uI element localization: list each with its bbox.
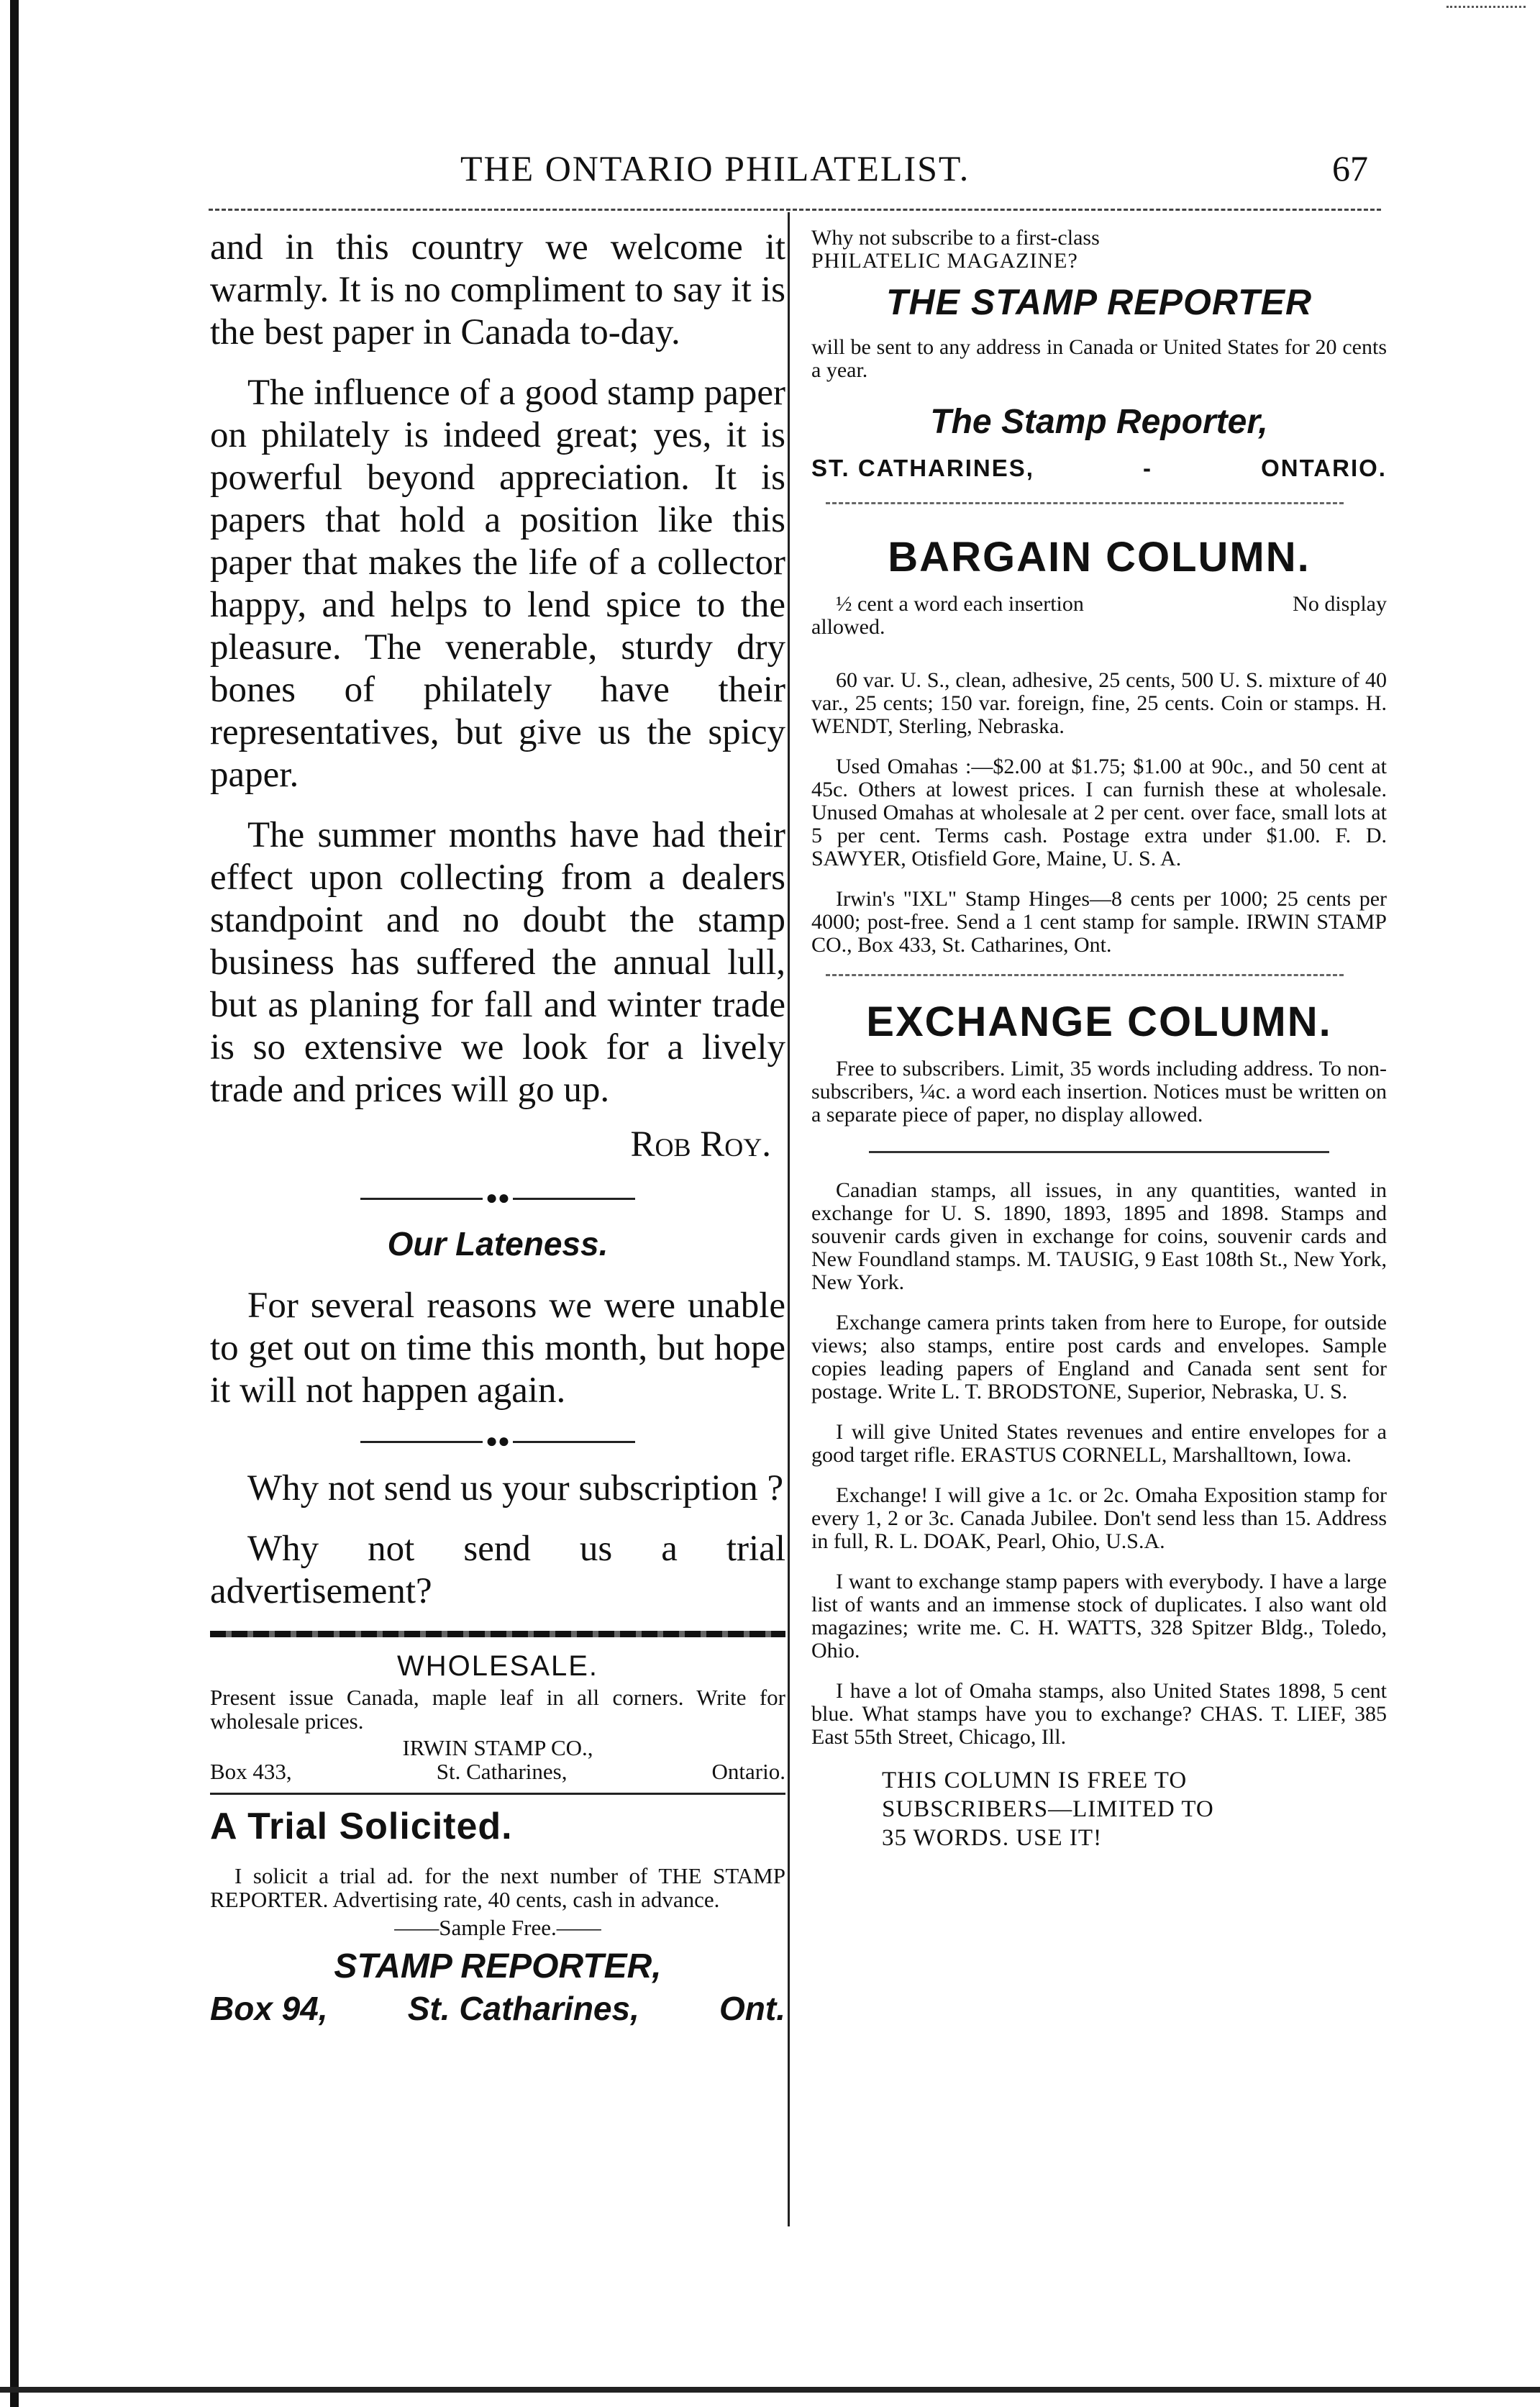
paragraph-influence: The influence of a good stamp paper on philately is indeed great; yes, it is powerful beyond appreciation. It is papers that hold a position like this paper that makes the life of a collector happy, and helps to lend spice to the pleasure. The venerable, sturdy dry bones of philately have their representatives, but give us the spicy paper. [210, 373, 785, 795]
ornament-icon: ●● [486, 1187, 510, 1209]
signature: Rob Roy. [630, 1124, 771, 1165]
page-bottom-edge [0, 2387, 1540, 2393]
trial-text: I solicit a trial ad. for the next number of THE STAMP REPORTER. Advertising rate, 40 cents, cash in advance. [210, 1863, 785, 1912]
wholesale-box: Box 433, [210, 1759, 292, 1784]
notice-line: THIS COLUMN IS FREE TO [882, 1767, 1188, 1793]
wholesale-city: St. Catharines, [436, 1759, 568, 1784]
running-title: THE ONTARIO PHILATELIST. [460, 148, 970, 188]
reporter-city: ST. CATHARINES, [811, 455, 1034, 481]
ornament-icon: ●● [486, 1430, 510, 1452]
exchange-ad: Canadian stamps, all issues, in any quantities, wanted in exchange for U. S. 1890, 1893, 1895 and 1898. Stamps and souvenir cards given in exchange for coins, souvenir cards and New Foundland stamps. M. TAUSIG, 9 East 108th St., New York, New York. [811, 1178, 1387, 1294]
bargain-intro-left: ½ cent a word each insertion [836, 592, 1084, 616]
lateness-text: For several reasons we were unable to get out on time this month, but hope it will not happen again. [210, 1286, 785, 1411]
paragraph-summer: The summer months have had their effect upon collecting from a dealers standpoint and no doubt the stamp business has suffered the annual lull, but as planing for fall and winter trade is so extensive we look for a lively trade and prices will go up. [210, 815, 785, 1110]
wholesale-address [210, 1760, 785, 1784]
trial-province: Ont. [719, 1990, 785, 2027]
bargain-ad: Irwin's "IXL" Stamp Hinges—8 cents per 1000; 25 cents per 4000; post-free. Send a 1 cent stamp for sample. IRWIN STAMP CO., Box 433, St. Catharines, Ont. [811, 887, 1387, 957]
wholesale-province: Ontario. [711, 1759, 785, 1784]
wholesale-title: WHOLESALE. [396, 1650, 599, 1682]
notice-line: SUBSCRIBERS—LIMITED TO [882, 1796, 1214, 1822]
reporter-title-2: The Stamp Reporter, [930, 403, 1268, 441]
exchange-ad: Exchange! I will give a 1c. or 2c. Omaha Exposition stamp for every 1, 2 or 3c. Canada Jubilee. Don't send less than 15. Address in full, R. L. DOAK, Pearl, Ohio, U.S.A. [811, 1483, 1387, 1553]
promo-line-2: PHILATELIC MAGAZINE? [811, 249, 1078, 273]
paragraph-continued: and in this country we welcome it warmly. It is no compliment to say it is the best paper in Canada to-day. [210, 227, 785, 352]
exchange-notice [811, 1766, 1387, 1852]
why-trial: Why not send us a trial advertisement? [210, 1529, 785, 1611]
divider-rule [826, 502, 1344, 504]
bargain-intro [811, 593, 1387, 616]
reporter-text: will be sent to any address in Canada or United States for 20 cents a year. [811, 335, 1387, 382]
reporter-title: THE STAMP REPORTER [885, 282, 1313, 322]
trial-publisher: STAMP REPORTER, [334, 1947, 662, 1985]
header-rule [209, 209, 1381, 211]
decorative-rule [210, 1631, 785, 1637]
exchange-ad: I will give United States revenues and entire envelopes for a good target rifle. ERASTUS CORNELL, Marshalltown, Iowa. [811, 1420, 1387, 1467]
reporter-province: ONTARIO. [1261, 455, 1387, 481]
trial-ad [210, 1805, 785, 2028]
bargain-title: BARGAIN COLUMN. [888, 534, 1311, 581]
page-corner-marks [1446, 6, 1526, 8]
reporter-dash: - [1143, 455, 1152, 481]
divider-rule [210, 1793, 785, 1795]
bargain-ad: Used Omahas :—$2.00 at $1.75; $1.00 at 90c., and 50 cent at 45c. Others at lowest prices. I can furnish these at wholesale. Unused Omahas at wholesale at 2 per cent. over face, small lots at 5 per cent. Terms cash. Postage extra under $1.00. F. D. SAWYER, Otisfield Gore, Maine, U. S. A. [811, 755, 1387, 870]
column-divider [788, 212, 790, 2226]
right-column [811, 227, 1387, 1852]
promo-line-1: Why not subscribe to a first-class [811, 226, 1100, 250]
exchange-ad: I have a lot of Omaha stamps, also United States 1898, 5 cent blue. What stamps have you to exchange? CHAS. T. LIEF, 385 East 55th Street, Chicago, Ill. [811, 1679, 1387, 1749]
lateness-heading: Our Lateness. [387, 1225, 609, 1262]
wholesale-text: Present issue Canada, maple leaf in all corners. Write for wholesale prices. [210, 1685, 785, 1734]
trial-city: St. Catharines, [407, 1990, 639, 2027]
trial-box: Box 94, [210, 1990, 328, 2027]
divider-rule [869, 1151, 1329, 1153]
ornament-divider [210, 1430, 785, 1453]
exchange-column [811, 998, 1387, 1852]
bargain-intro-right: No display [1293, 592, 1387, 616]
trial-address [210, 1989, 785, 2028]
wholesale-company: IRWIN STAMP CO., [402, 1735, 593, 1760]
ornament-divider [210, 1187, 785, 1210]
left-column [210, 227, 785, 2028]
notice-line: 35 WORDS. USE IT! [882, 1825, 1103, 1851]
bargain-ad: 60 var. U. S., clean, adhesive, 25 cents, 500 U. S. mixture of 40 var., 25 cents; 150 var. foreign, fine, 25 cents. Coin or stamps. H. WENDT, Sterling, Nebraska. [811, 668, 1387, 738]
page-number: 67 [1332, 148, 1368, 188]
wholesale-ad [210, 1650, 785, 1784]
bargain-intro-cont: allowed. [811, 615, 885, 639]
page-left-edge [10, 0, 19, 2407]
exchange-intro: Free to subscribers. Limit, 35 words including address. To non-subscribers, ¼c. a word each insertion. Notices must be written on a separate piece of paper, no display allowed. [811, 1057, 1387, 1127]
trial-sample: ——Sample Free.—— [394, 1915, 601, 1940]
exchange-title: EXCHANGE COLUMN. [866, 998, 1332, 1045]
exchange-ad: I want to exchange stamp papers with everybody. I have a large list of wants and an immense stock of duplicates. I also want old magazines; write me. C. H. WATTS, 328 Spitzer Bldg., Toledo, Ohio. [811, 1570, 1387, 1662]
reporter-address [811, 455, 1387, 482]
trial-title: A Trial Solicited. [210, 1806, 513, 1847]
exchange-ad: Exchange camera prints taken from here to Europe, for outside views; also stamps, entire post cards and envelopes. Sample copies leading papers of England and Canada sent sent for postage. Write L. T. BRODSTONE, Superior, Nebraska, U. S. [811, 1311, 1387, 1403]
bargain-column [811, 533, 1387, 957]
why-subscription: Why not send us your subscription ? [247, 1468, 784, 1509]
divider-rule [826, 974, 1344, 976]
